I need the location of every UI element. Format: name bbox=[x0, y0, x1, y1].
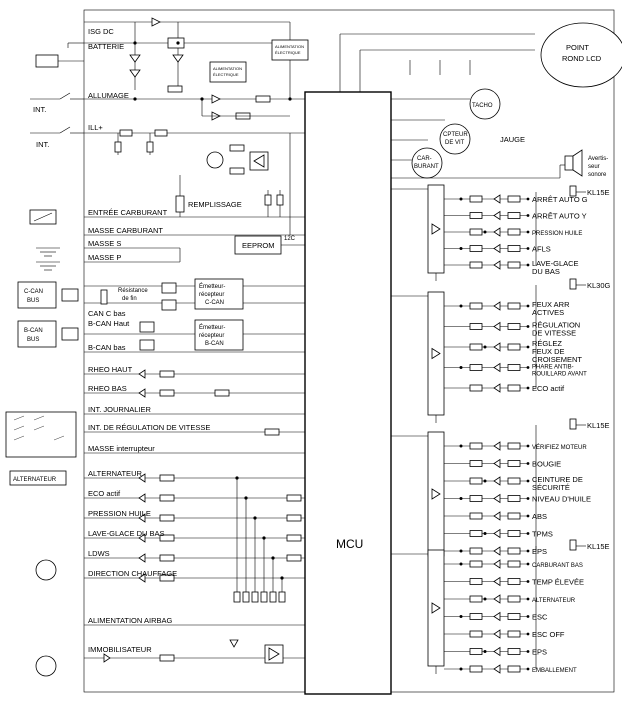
speedometer-l1: CPTEUR bbox=[443, 132, 468, 138]
led-0-2 bbox=[494, 228, 500, 236]
label-eco-actif: ECO actif bbox=[88, 489, 121, 498]
indicator-label-3-1-0: TEMP ÉLEVÉE bbox=[532, 577, 584, 587]
indicator-label-0-3-0: AFLS bbox=[532, 244, 551, 254]
indicator-label-1-3-1: ROUILLARD AVANT bbox=[532, 371, 587, 378]
indicator-label-1-0-0: FEUX ARR bbox=[532, 300, 570, 309]
indicator-label-1-1-0: RÉGULATION bbox=[532, 320, 581, 330]
alim-electrique-mid-l2: ÉLECTRIQUE bbox=[213, 72, 239, 77]
transceiver-b-l1: Émetteur- bbox=[199, 325, 226, 331]
led-2-5 bbox=[494, 530, 500, 538]
speedometer-l2: DE VIT bbox=[445, 140, 465, 146]
indicator-label-1-2-1: FEUX DE bbox=[532, 347, 565, 356]
i2c-label: 12C bbox=[284, 236, 296, 242]
b-can-bus-l2: BUS bbox=[27, 337, 40, 343]
led-2-4 bbox=[494, 512, 500, 520]
indicator-label-2-2-1: SÉCURITÉ bbox=[532, 483, 570, 492]
indicator-label-1-0-1: ACTIVES bbox=[532, 308, 565, 317]
label-pression-huile: PRESSION HUILE bbox=[88, 509, 151, 518]
indicator-label-1-3-0: PHARE ANTIB- bbox=[532, 364, 574, 371]
buzzer-icon bbox=[565, 156, 573, 170]
indicator-label-0-1-0: ARRÊT AUTO Y bbox=[532, 211, 587, 221]
label-int-regulation: INT. DE RÉGULATION DE VITESSE bbox=[88, 423, 211, 432]
label-alternateur: ALTERNATEUR bbox=[88, 469, 142, 478]
fuel-gauge bbox=[412, 148, 442, 178]
indicator-label-2-5-0: TPMS bbox=[532, 529, 553, 539]
point-rond-lcd-l1: POINT bbox=[566, 43, 589, 52]
label-lave-glace-bas: LAVE-GLACE DU BAS bbox=[88, 529, 165, 538]
label-alimentation-airbag: ALIMENTATION AIRBAG bbox=[88, 616, 173, 625]
jauge-label: JAUGE bbox=[500, 135, 526, 144]
transceiver-c-l1: Émetteur- bbox=[199, 284, 226, 290]
transceiver-b-l2: récepteur bbox=[199, 333, 225, 339]
label-batterie: BATTERIE bbox=[88, 42, 125, 51]
led-2-0 bbox=[494, 442, 500, 450]
avertisseur-l3: sonore bbox=[588, 172, 607, 178]
indicator-label-1-2-2: CROISEMENT bbox=[532, 355, 583, 364]
led-2-1 bbox=[494, 460, 500, 468]
label-masse-carburant: MASSE CARBURANT bbox=[88, 226, 164, 235]
label-entree-carburant: ENTRÉE CARBURANT bbox=[88, 208, 168, 217]
supply-label-2: KL15E bbox=[587, 421, 610, 430]
indicator-label-3-3-0: ESC bbox=[532, 612, 548, 622]
battery-icon bbox=[36, 55, 58, 67]
power-section bbox=[30, 18, 308, 155]
fuel-gauge-l2: BURANT bbox=[414, 164, 439, 170]
led-1-2 bbox=[494, 343, 500, 351]
c-can-bus-box bbox=[18, 282, 56, 308]
label-ldws: LDWS bbox=[88, 549, 110, 558]
indicator-label-3-6-0: EMBALLEMENT bbox=[532, 668, 577, 674]
resistance-fin-l1: Résistance bbox=[118, 288, 148, 294]
indicator-label-2-0-0: VÉRIFIEZ MOTEUR bbox=[532, 445, 587, 451]
indicator-label-3-4-0: ESC OFF bbox=[532, 630, 565, 639]
eeprom-label: EEPROM bbox=[242, 241, 275, 250]
indicator-label-1-2-0: RÉGLEZ bbox=[532, 339, 563, 348]
led-1-1 bbox=[494, 323, 500, 331]
label-isg-dc: ISG DC bbox=[88, 27, 114, 36]
label-rheo-bas: RHEO BAS bbox=[88, 384, 127, 393]
label-int-2: INT. bbox=[36, 140, 50, 149]
led-3-2 bbox=[494, 595, 500, 603]
indicator-label-2-2-0: CEINTURE DE bbox=[532, 475, 583, 484]
indicator-label-2-4-0: ABS bbox=[532, 512, 548, 521]
immobilisateur-transistor bbox=[36, 656, 56, 676]
led-3-4 bbox=[494, 630, 500, 638]
switch-bank bbox=[6, 412, 76, 457]
led-3-1 bbox=[494, 578, 500, 586]
indicator-label-0-2-0: PRESSION HUILE bbox=[532, 231, 583, 237]
b-can-bus-box bbox=[18, 321, 56, 347]
direction-transistor bbox=[36, 560, 56, 580]
resistance-fin-l2: de fin bbox=[122, 296, 137, 302]
c-can-bus-l1: C-CAN bbox=[24, 289, 43, 295]
fuel-gauge-l1: CAR- bbox=[417, 156, 432, 162]
label-remplissage: REMPLISSAGE bbox=[188, 200, 242, 209]
point-rond-lcd-l2: ROND LCD bbox=[562, 54, 602, 63]
alternateur-box-label: ALTERNATEUR bbox=[13, 477, 57, 483]
led-3-3 bbox=[494, 613, 500, 621]
led-2-2 bbox=[494, 477, 500, 485]
label-can-c-bas: CAN C bas bbox=[88, 309, 126, 318]
label-int-1: INT. bbox=[33, 105, 47, 114]
supply-label-0: KL15E bbox=[587, 188, 610, 197]
led-0-4 bbox=[494, 261, 500, 269]
led-1-0 bbox=[494, 302, 500, 310]
label-ill: ILL+ bbox=[88, 123, 103, 132]
label-masse-p: MASSE P bbox=[88, 253, 122, 262]
indicator-label-0-4-1: DU BAS bbox=[532, 267, 560, 276]
label-int-journalier: INT. JOURNALIER bbox=[88, 405, 151, 414]
indicator-label-0-0-0: ARRÊT AUTO G bbox=[532, 195, 588, 204]
tacho-label: TACHO bbox=[472, 103, 493, 109]
led-3-6 bbox=[494, 665, 500, 673]
led-0-1 bbox=[494, 212, 500, 220]
speedometer-gauge bbox=[440, 124, 470, 154]
led-1-4 bbox=[494, 384, 500, 392]
transceiver-c-l3: C-CAN bbox=[205, 300, 224, 306]
indicator-label-0-4-0: LAVE-GLACE bbox=[532, 259, 579, 268]
label-b-can-haut: B-CAN Haut bbox=[88, 319, 130, 328]
avertisseur-l2: seur bbox=[588, 164, 600, 170]
label-allumage: ALLUMAGE bbox=[88, 91, 129, 100]
transceiver-b-l3: B-CAN bbox=[205, 341, 224, 347]
label-immobilisateur: IMMOBILISATEUR bbox=[88, 645, 152, 654]
supply-label-1: KL30G bbox=[587, 281, 611, 290]
transceiver-c-l2: récepteur bbox=[199, 292, 225, 298]
indicator-label-3-5-0: EPS bbox=[532, 647, 548, 657]
led-0-3 bbox=[494, 245, 500, 253]
led-3-5 bbox=[494, 648, 500, 656]
supply-label-3: KL15E bbox=[587, 542, 610, 551]
label-rheo-haut: RHEO HAUT bbox=[88, 365, 133, 374]
led-2-6 bbox=[494, 547, 500, 555]
right-indicator-groups bbox=[391, 185, 611, 674]
b-can-bus-l1: B-CAN bbox=[24, 328, 43, 334]
indicator-label-2-3-0: NIVEAU D'HUILE bbox=[532, 494, 591, 504]
avertisseur-l1: Avertis- bbox=[588, 156, 609, 162]
led-3-0 bbox=[494, 560, 500, 568]
alim-electrique-mid-l1: ALIMENTATION bbox=[213, 66, 242, 71]
label-b-can-bas: B-CAN bas bbox=[88, 343, 126, 352]
led-1-3 bbox=[494, 364, 500, 372]
indicator-label-3-0-0: CARBURANT BAS bbox=[532, 563, 583, 569]
led-0-0 bbox=[494, 195, 500, 203]
label-masse-s: MASSE S bbox=[88, 239, 122, 248]
indicator-label-3-2-0: ALTERNATEUR bbox=[532, 598, 576, 604]
indicator-label-2-6-0: EPS bbox=[532, 547, 548, 556]
label-masse-interrupteur: MASSE interrupteur bbox=[88, 444, 155, 453]
led-2-3 bbox=[494, 495, 500, 503]
indicator-label-1-4-0: ECO actif bbox=[532, 384, 565, 393]
mcu-block bbox=[305, 92, 391, 694]
indicator-label-2-1-0: BOUGIE bbox=[532, 459, 562, 469]
c-can-bus-l2: BUS bbox=[27, 298, 40, 304]
mcu-label: MCU bbox=[336, 537, 364, 551]
label-direction-chauffage: DIRECTION CHAUFFAGE bbox=[88, 569, 178, 578]
alim-electrique-top-l2: ÉLECTRIQUE bbox=[275, 50, 301, 55]
indicator-label-1-1-1: DE VITESSE bbox=[532, 328, 577, 338]
alim-electrique-top-l1: ALIMENTATION bbox=[275, 44, 304, 49]
